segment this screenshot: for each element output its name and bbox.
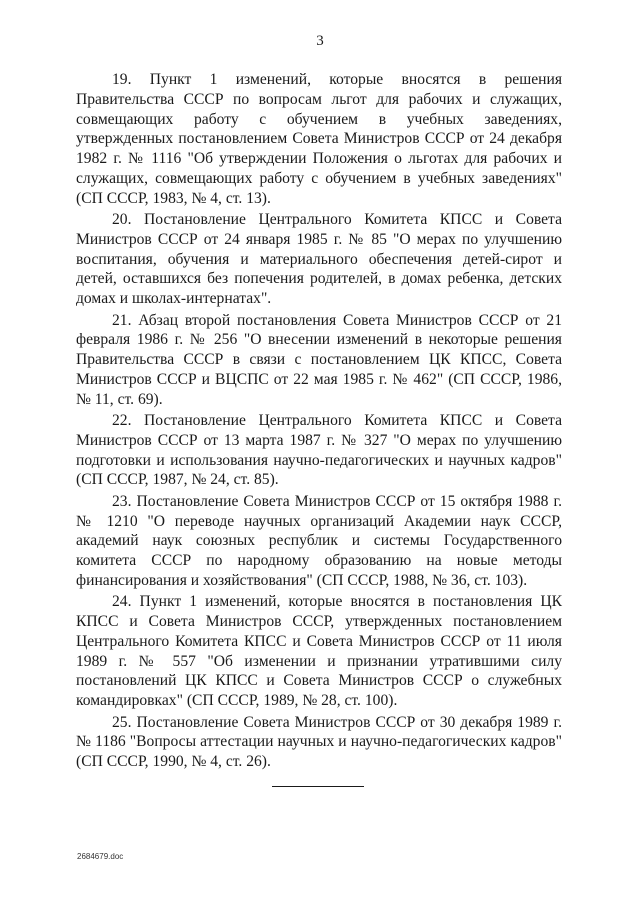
list-item-19: 19. Пункт 1 изменений, которые вносятся в решения Правительства СССР по вопросам льгот для рабочих и служащих, совмещающих работу с обучением в учебных заведениях, утвержденных постановлением Совета Министров СССР от 24 декабря 1982 г. № 1116 "Об утверждении Положения о льготах для рабочих и служащих, совмещающих работу с обучением в учебных заведениях" (СП СССР, 1983, № 4, ст. 13). bbox=[76, 71, 562, 207]
list-item-23: 23. Постановление Совета Министров СССР от 15 октября 1988 г. № 1210 "О переводе научных организаций Академии наук СССР, академий наук союзных республик и системы Государственного комитета СССР по народному образованию на новые методы финансирования и хозяйствования" (СП СССР, 1988, № 36, ст. 103). bbox=[76, 492, 562, 589]
list-item-21: 21. Абзац второй постановления Совета Министров СССР от 21 февраля 1986 г. № 256 "О внесении изменений в некоторые решения Правительства СССР в связи с постановлением ЦК КПСС, Совета Министров СССР и ВЦСПС от 22 мая 1985 г. № 462" (СП СССР, 1986, № 11, ст. 69). bbox=[76, 311, 562, 408]
end-divider bbox=[272, 786, 364, 787]
document-body bbox=[76, 70, 562, 773]
list-item-22: 22. Постановление Центрального Комитета КПСС и Совета Министров СССР от 13 марта 1987 г. № 327 "О мерах по улучшению подготовки и использования научно-педагогических и научных кадров" (СП СССР, 1987, № 24, ст. 85). bbox=[76, 412, 562, 489]
list-item-24: 24. Пункт 1 изменений, которые вносятся в постановления ЦК КПСС и Совета Министров СССР, утвержденных постановлением Центрального Комитета КПСС и Совета Министров СССР от 11 июля 1989 г. № 557 "Об изменении и признании утратившими силу постановлений ЦК КПСС и Совета Министров СССР о служебных командировках" (СП СССР, 1989, № 28, ст. 100). bbox=[76, 593, 562, 710]
list-item-25: 25. Постановление Совета Министров СССР от 30 декабря 1989 г. № 1186 "Вопросы аттестации научных и научно-педагогических кадров" (СП СССР, 1990, № 4, ст. 26). bbox=[76, 713, 562, 771]
page-number: 3 bbox=[316, 33, 324, 49]
list-item-20: 20. Постановление Центрального Комитета КПСС и Совета Министров СССР от 24 января 1985 г. № 85 "О мерах по улучшению воспитания, обучения и материального обеспечения детей-сирот и детей, оставшихся без попечения родителей, в домах ребенка, детских домах и школах-интернатах". bbox=[76, 211, 562, 308]
file-reference: 2684679.doc bbox=[77, 852, 124, 861]
